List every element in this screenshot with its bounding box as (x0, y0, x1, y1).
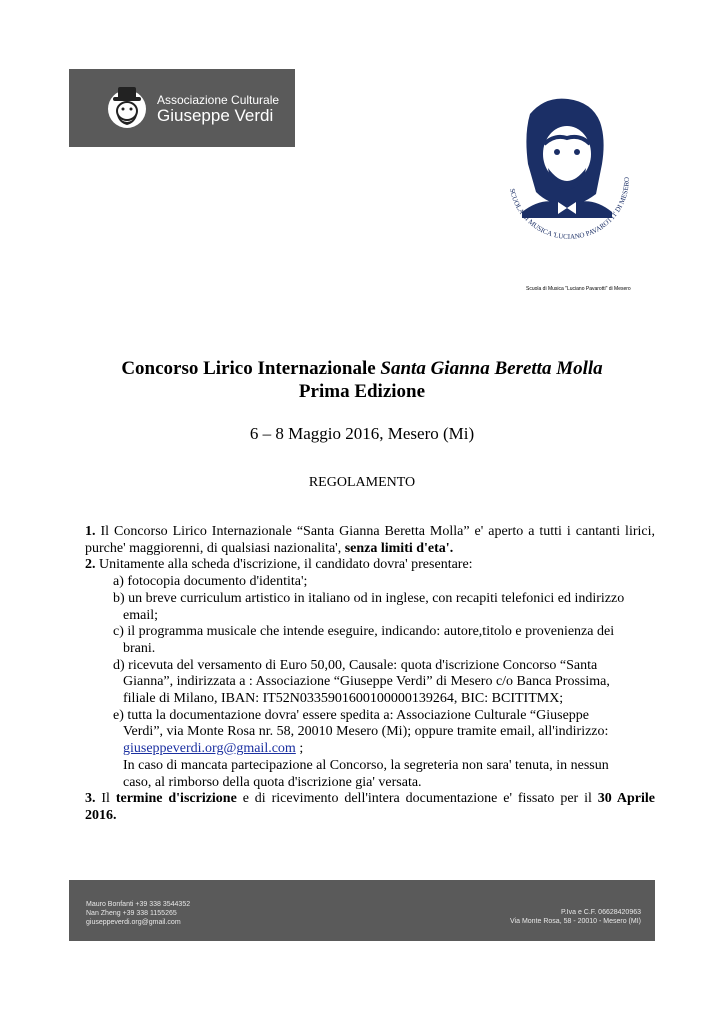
emblem-caption: Scuola di Musica "Luciano Pavarotti" di Mesero (526, 286, 631, 292)
emblem-ring-text: SCUOLA DI MUSICA 'LUCIANO PAVAROTTI' DI MESERO (507, 176, 631, 241)
rule-3-bold2: 30 Aprile 2016. (85, 791, 655, 823)
org-logo-banner (69, 69, 295, 147)
rule-2-number: 2. (85, 557, 96, 573)
contest-title-plain: Concorso Lirico Internazionale (121, 358, 381, 379)
footer-vat: P.Iva e C.F. 06628420963 (560, 909, 641, 916)
org-name-line1: Associazione Culturale (157, 93, 280, 107)
contest-title-italic: Santa Gianna Beretta Molla (380, 358, 603, 379)
rule-2e (113, 708, 655, 792)
rule-2b (113, 591, 655, 624)
rule-3-bold1: termine d'iscrizione (115, 791, 237, 807)
footer-contact-2: Nan Zheng +39 338 1155265 (86, 910, 177, 917)
edition-title: Prima Edizione (298, 381, 426, 402)
rule-2e-line1: e) tutta la documentazione dovra' essere spedita a: Associazione Culturale “Giuseppe (113, 707, 590, 723)
rule-3 (85, 791, 655, 824)
rule-2c-line1: c) il programma musicale che intende eseguire, indicando: autore,titolo e provenienza dei (113, 624, 615, 640)
rule-1-text: Il Concorso Lirico Internazionale “Santa Gianna Beretta Molla” e' aperto a tutti i cantanti lirici, purche' maggiorenni, di qualsiasi nazionalita', (85, 524, 655, 556)
event-dates: 6 – 8 Maggio 2016, Mesero (Mi) (249, 424, 475, 443)
rule-1 (85, 524, 655, 557)
rule-3-mid: e di ricevimento dell'intera documentazione e' fissato per il (236, 791, 598, 807)
org-name-line2: Giuseppe Verdi (157, 106, 274, 125)
rule-2e-line4: In caso di mancata partecipazione al Concorso, la segreteria non sara' tenuta, in nessun (123, 757, 609, 773)
rule-3-pre: Il (95, 791, 116, 807)
rule-2d-line3: filiale di Milano, IBAN: IT52N0335901600100000139264, BIC: BCITITMX; (123, 691, 564, 707)
rule-2e-line3 (113, 741, 655, 758)
rule-2 (85, 557, 655, 574)
rule-1-number: 1. (85, 524, 96, 539)
footer-legal (510, 908, 641, 926)
rule-2d-line1: d) ricevuta del versamento di Euro 50,00, Causale: quota d'iscrizione Concorso “Santa (113, 657, 598, 673)
footer-bar (69, 880, 655, 941)
pavarotti-portrait-icon (500, 94, 635, 244)
footer-contacts (86, 900, 190, 927)
email-link[interactable]: giuseppeverdi.org@gmail.com (123, 741, 296, 757)
footer-contact-1: Mauro Bonfanti +39 338 3544352 (86, 901, 191, 908)
rule-3-number: 3. (85, 791, 96, 807)
contest-title (0, 358, 724, 380)
rule-1-bold: senza limiti d'eta'. (344, 540, 454, 556)
rules-body (85, 524, 655, 825)
rule-2d (113, 658, 655, 708)
rule-2b-line2: email; (123, 607, 158, 623)
pavarotti-emblem (500, 94, 635, 244)
section-heading: REGOLAMENTO (308, 475, 416, 490)
rule-2d-line2: Gianna”, indirizzata a : Associazione “Giuseppe Verdi” di Mesero c/o Banca Prossima, (123, 674, 610, 690)
verdi-portrait-icon (107, 85, 147, 129)
rule-2b-line1: b) un breve curriculum artistico in italiano od in inglese, con recapiti telefonici ed indirizzo (113, 590, 625, 606)
rule-2a: a) fotocopia documento d'identita'; (113, 574, 308, 590)
footer-email: giuseppeverdi.org@gmail.com (86, 919, 181, 926)
rule-2c (113, 624, 655, 657)
rule-2e-line5: caso, al rimborso della quota d'iscrizione gia' versata. (123, 774, 422, 790)
rule-2c-line2: brani. (123, 640, 156, 656)
rule-2-text: Unitamente alla scheda d'iscrizione, il candidato dovra' presentare: (95, 557, 473, 573)
rule-2e-line2: Verdi”, via Monte Rosa nr. 58, 20010 Mesero (Mi); oppure tramite email, all'indirizzo: (123, 724, 609, 740)
rule-2e-line3-tail: ; (295, 741, 304, 757)
footer-address: Via Monte Rosa, 58 - 20010 - Mesero (MI) (510, 918, 641, 925)
